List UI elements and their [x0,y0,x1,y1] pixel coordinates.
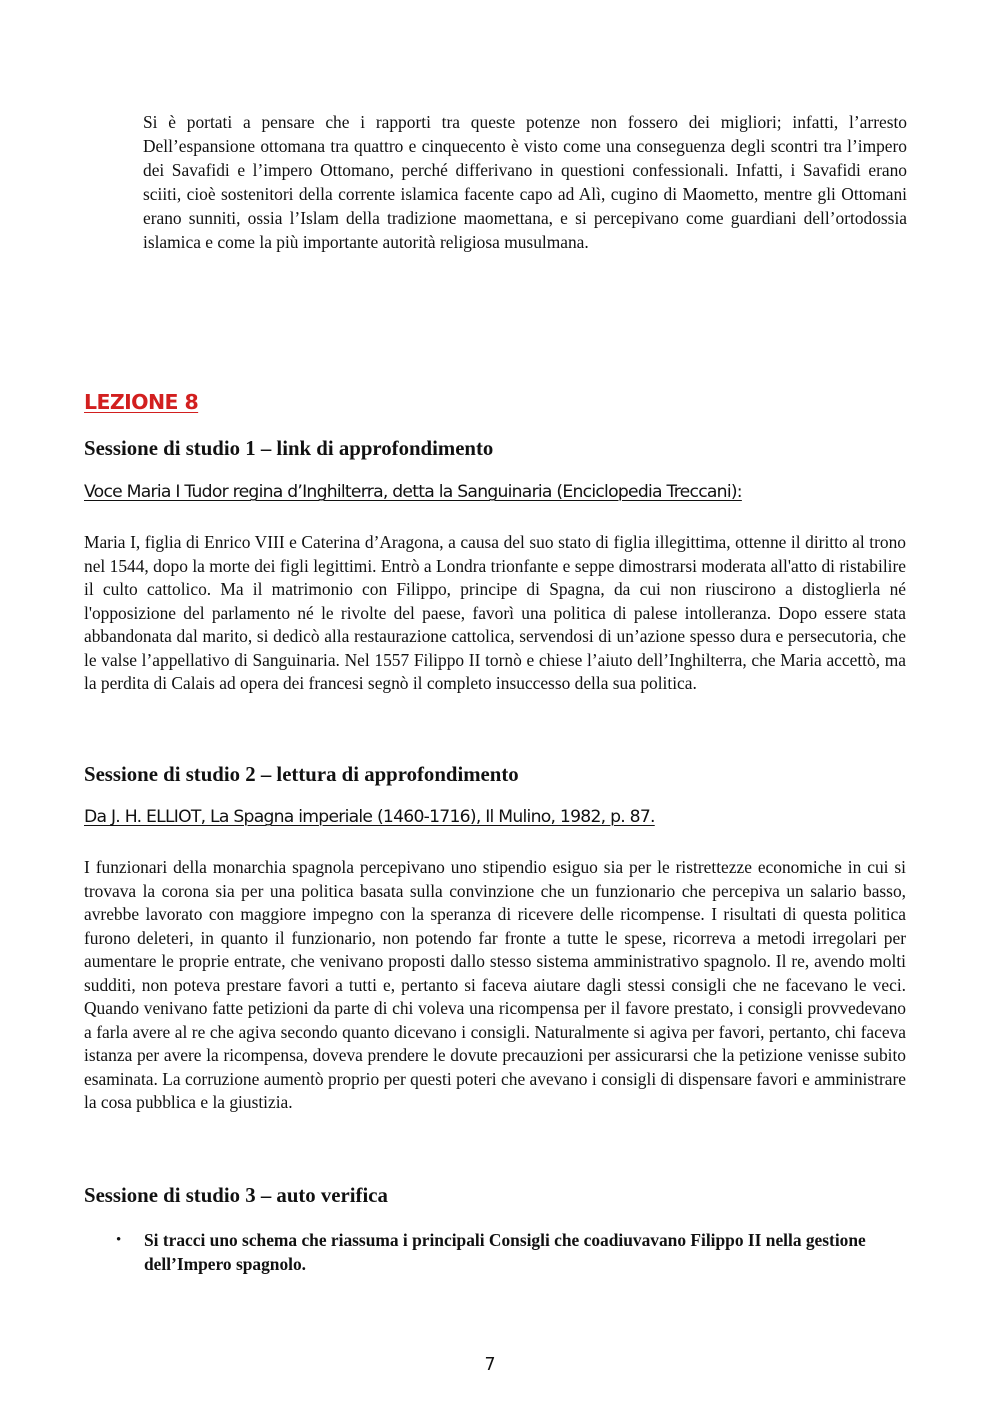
session-2-source-link[interactable]: Da J. H. ELLIOT, La Spagna imperiale (1460-1716), Il Mulino, 1982, p. 87. [84,807,655,827]
session-1-text: Maria I, figlia di Enrico VIII e Caterina d’Aragona, a causa del suo stato di figlia illegittima, ottenne il diritto al trono nel 1544, dopo la morte dei figli legittimi. Entrò a Londra trionfante e seppe dimostrarsi moderata all'atto di ristabilire il culto cattolico. Ma il matrimonio con Filippo, principe di Spagna, da cui non riuscirono a distoglierla né l'opposizione del parlamento né le rivolte del paese, favorì una politica di palese intolleranza. Dopo essere stata abbandonata dal marito, si dedicò alla restaurazione cattolica, servendosi di un’azione spesso dura e persecutoria, che le valse l’appellativo di Sanguinaria. Nel 1557 Filippo II tornò e chiese l’aiuto dell’Inghilterra, che Maria accettò, ma la perdita di Calais ad opera dei francesi segnò il completo insuccesso della sua politica. [84,532,906,693]
task-item [84,1229,906,1276]
page-number: 7 [484,1355,496,1375]
session-1-title: Sessione di studio 1 – link di approfondimento [84,437,494,460]
bullet-icon: • [116,1232,122,1248]
session-1-source-link[interactable]: Voce Maria I Tudor regina d’Inghilterra, detta la Sanguinaria (Enciclopedia Treccani): [84,482,742,502]
task-list [84,1229,906,1276]
session-3-title: Sessione di studio 3 – auto verifica [84,1184,388,1207]
task-text: Si tracci uno schema che riassuma i principali Consigli che coadiuvavano Filippo II nella gestione dell’Impero spagnolo. [144,1230,866,1274]
session-2-title: Sessione di studio 2 – lettura di approfondimento [84,763,519,786]
lesson-title: LEZIONE 8 [84,390,199,414]
session-2-text: I funzionari della monarchia spagnola percepivano uno stipendio esiguo sia per le ristrettezze economiche in cui si trovava la corona sia per una politica basata sulla convinzione che un funzionario che percepiva un salario basso, avrebbe lavorato con maggiore impegno con la speranza di ricevere delle ricompense. I risultati di questa politica furono deleteri, in quanto il funzionario, non potendo far fronte a tutte le spese, ricorreva a metodi irregolari per aumentare le proprie entrate, che venivano proposti dallo stesso sistema amministrativo spagnolo. Il re, avendo molti sudditi, non poteva prestare favori a tutti e, pertanto si faceva aiutare dagli stessi consigli che ne facevano le veci. Quando venivano fatte petizioni da parte di chi voleva una ricompensa per il favore prestato, i consigli provvedevano a farla avere al re che agiva secondo quanto dicevano i consigli. Naturalmente si agiva per favori, pertanto, chi faceva istanza per avere la ricompensa, doveva prendere le dovute precauzioni per assicurarsi che la petizione venisse subito esaminata. La corruzione aumentò proprio per questi poteri che avevano i consigli di dispensare favori e amministrare la cosa pubblica e la giustizia. [84,857,906,1112]
intro-paragraph: Si è portati a pensare che i rapporti tra queste potenze non fossero dei migliori; infatti, l’arresto Dell’espansione ottomana tra quattro e cinquecento è visto come una conseguenza degli scontri tra l’impero dei Savafidi e l’impero Ottomano, perché differivano in questioni confessionali. Infatti, i Savafidi erano sciiti, cioè sostenitori della corrente islamica facente capo ad Alì, cugino di Maometto, mentre gli Ottomani erano sunniti, ossia l’Islam della tradizione maomettana, e si percepivano come guardiani dell’ortodossia islamica e come la più importante autorità religiosa musulmana. [143,112,907,252]
